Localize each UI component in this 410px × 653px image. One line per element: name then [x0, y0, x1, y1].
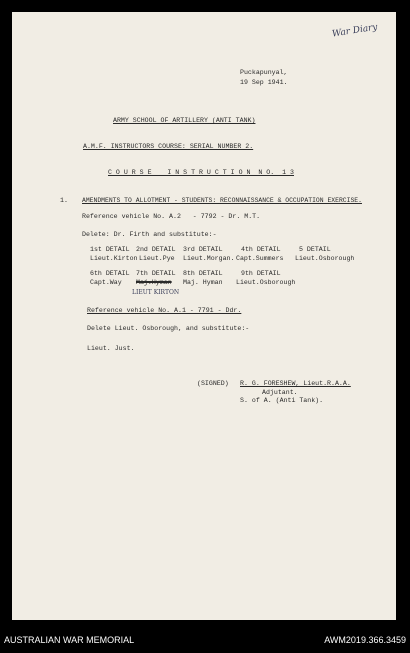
- detail-label: 8th DETAIL: [183, 270, 223, 277]
- footer-accession-number: AWM2019.366.3459: [324, 635, 406, 645]
- signatory-unit: S. of A. (Anti Tank).: [240, 397, 324, 404]
- war-diary-annotation: War Diary: [331, 22, 379, 40]
- instruction-title: C O U R S E I N S T R U C T I O N N O. 1 3: [108, 169, 294, 176]
- detail-name: Maj. Hyman: [183, 279, 223, 286]
- school-title: ARMY SCHOOL OF ARTILLERY (ANTI TANK): [113, 117, 256, 124]
- delete-line-2: Delete Lieut. Osborough, and substitute:-: [87, 325, 250, 332]
- detail-label: 9th DETAIL: [241, 270, 281, 277]
- detail-label: 3rd DETAIL: [183, 246, 223, 253]
- detail-name: Lieut.Osborough: [236, 279, 296, 286]
- detail-label: 6th DETAIL: [90, 270, 130, 277]
- header-place: Puckapunyal,: [240, 69, 288, 76]
- detail-name: Lieut.Pye: [139, 255, 175, 262]
- detail-name: Capt.Way: [90, 279, 122, 286]
- signed-label: (SIGNED): [197, 380, 229, 387]
- detail-name: Lieut.Kirton: [90, 255, 138, 262]
- item-number: 1.: [60, 197, 68, 204]
- substitute-name: Lieut. Just.: [87, 345, 135, 352]
- course-title: A.M.F. INSTRUCTORS COURSE: SERIAL NUMBER 2.: [83, 143, 254, 150]
- detail-label: 4th DETAIL: [241, 246, 281, 253]
- signatory-role: Adjutant.: [262, 389, 298, 396]
- struck-detail-name: Maj.Hyman: [136, 279, 172, 286]
- detail-name: Capt.Summers: [236, 255, 284, 262]
- delete-line-1: Delete: Dr. Firth and substitute:-: [82, 231, 217, 238]
- detail-name: Lieut.Osborough: [295, 255, 355, 262]
- detail-name: Lieut.Morgan.: [183, 255, 235, 262]
- detail-label: 2nd DETAIL: [136, 246, 176, 253]
- signatory-name: R. G. FORESHEW, Lieut.R.A.A.: [240, 380, 351, 387]
- handwritten-correction: LIEUT KIRTON: [132, 289, 180, 296]
- reference-vehicle-1: Reference vehicle No. A.2 - 7792 - Dr. M.T.: [82, 213, 261, 220]
- document-page: [12, 12, 396, 620]
- header-date: 19 Sep 1941.: [240, 79, 288, 86]
- reference-vehicle-2: Reference vehicle No. A.1 - 7791 - Ddr.: [87, 307, 242, 314]
- detail-label: 7th DETAIL: [136, 270, 176, 277]
- detail-label: 1st DETAIL: [90, 246, 130, 253]
- footer-institution: AUSTRALIAN WAR MEMORIAL: [4, 635, 135, 645]
- detail-label: 5 DETAIL: [299, 246, 331, 253]
- item-heading: AMENDMENTS TO ALLOTMENT - STUDENTS: RECONNAISSANCE & OCCUPATION EXERCISE.: [82, 197, 362, 204]
